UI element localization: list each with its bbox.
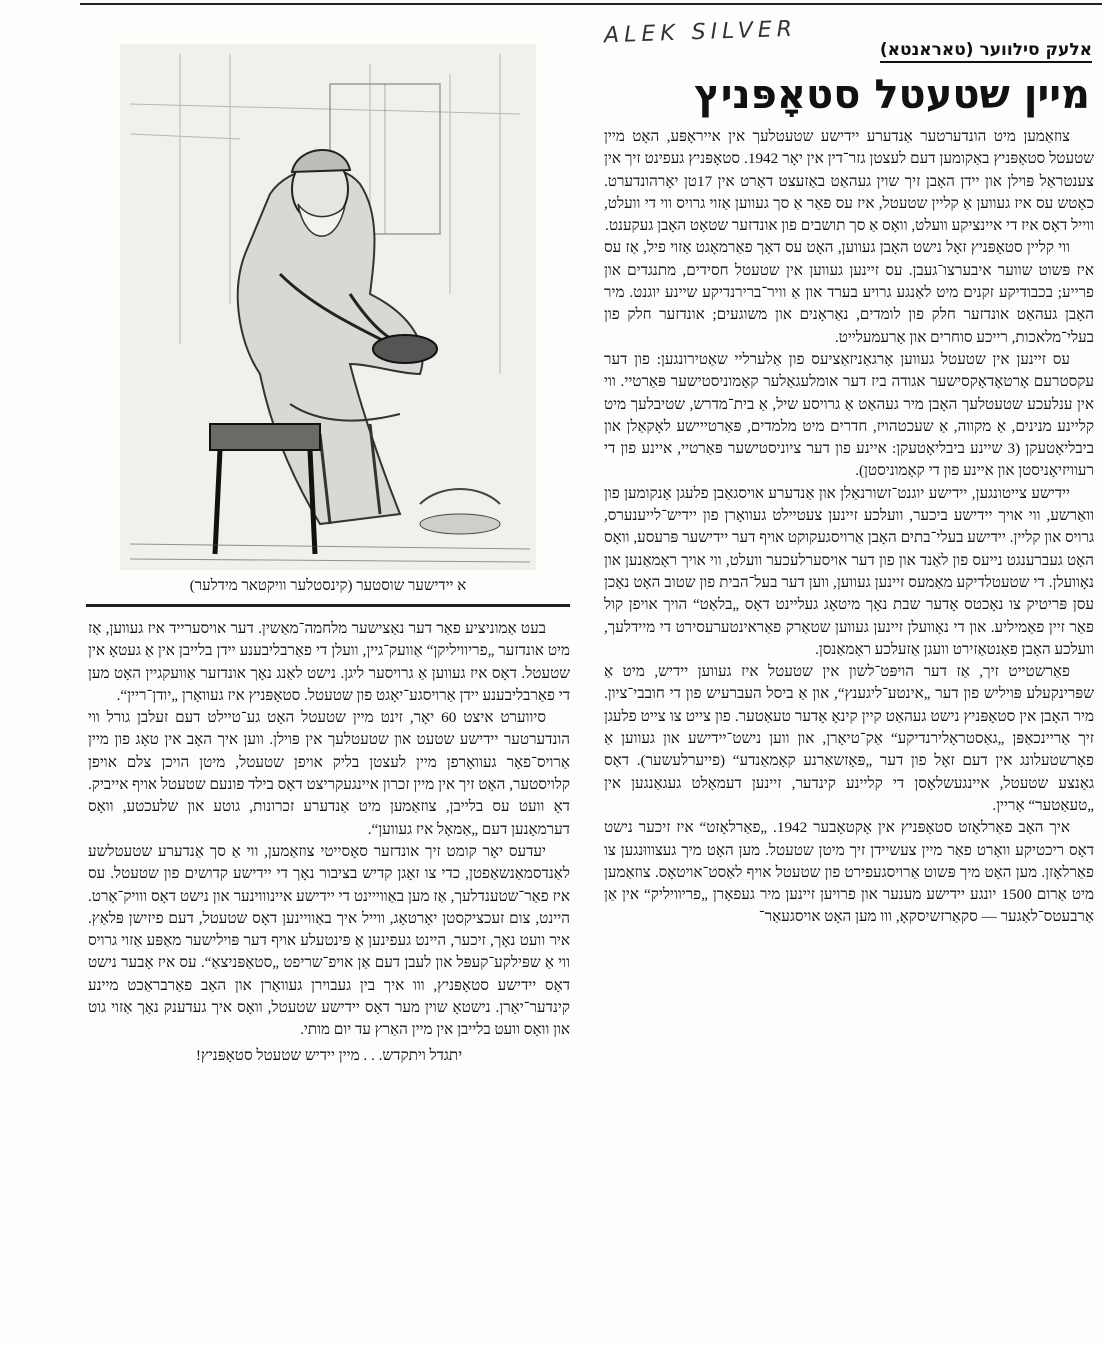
article-title: מיין שטעטל סטאָפּניץ [694,72,1090,118]
column-divider-rule [86,604,570,607]
top-rule [80,3,1102,5]
article-paragraph: עס זיינען אין שטעטל געווען אָרגאַניזאַציעס פון אַלערליי שאַטירונגען: פון דער עקסטרעם אָרטאָדאָקסישער אגודה ביז דער אומלעגאַלער קאָמוניסטישער פּאַרטיי. ווי אין ענלעכע שטעטלעך האָבן מיר געהאַט אַ גרויסע שיל, אַ בית־מדרש, שטיבלעך מיט קליינע מנינים, אַ מקווה, אַ שעכטהויז, חדרים מיט מלמדים, פּאַרטייישע לאָקאַלן און ביבליאָטעקן (3 שיינע ביבליאָטעקן: איינע פון דער ציוניסטישער פּאַרטיי, איינע פון די רעוויזיאָניסטן און איינע פון די קאָמוניסטן). [604,350,1094,480]
article-paragraph: צוזאַמען מיט הונדערטער אַנדערע יידישע שטעטלעך אין אייראָפּע, האָט מיין שטעטל סטאָפּניץ באַקומען דעם לעצטן גזר־דין אין יאָר 1942. סטאָפּניץ געפינט זיך אין צענטראַל פּוילן און יידן האָבן זיך שוין געהאַט באַזעצט דאָרט אין 17טן יאָרהונדערט. כאָטש עס איז געווען אַ קליין שטעטל, איז עס פאַר אַ סך געווען אַזוי גרויס ווי די וועלט, ווייל דאָס איז די איינציקע וועלט, וואָס אַ סך תושבים פון אונדזער שטאָט האָבן געקענט. [604,128,1094,235]
shoemaker-illustration [120,44,536,570]
article-right-column [604,126,1094,1336]
article-paragraph: סיווערט איצט 60 יאָר, זינט מיין שטעטל האָט גע־טיילט דעם זעלבן גורל ווי הונדערטער יידישע שטעט און שטעטלעך אין פּוילן. ווען איך האָב אין טאָג פון מיין אַרויס־פאָר געוואָרפן מיין לעצטן בליק אויפן שטעטל, מיטן הויכן צלם אויפן קלויסטער, האָט זיך אין מיין זכרון איינגעקריצט דאָס בילד פונעם שטעטל אויף אייביק. דאָ וועט עס בלייבן, צוזאַמען מיט אַנדערע זכרונות, גוטע און שלעכטע, וואָס דערמאָנען דעם „אַמאָל איז געווען“. [88,709,570,838]
illustration-icon [120,44,536,570]
article-paragraph: ווי קליין סטאָפּניץ זאָל נישט האָבן געווען, האָט עס דאָך פאַרמאָגט אַזוי פיל, אַז עס איז פּשוט שווער איבערצו־געבן. עס זיינען געווען אין שטעטל חסידים, מתנגדים און פרייע; בכבודיקע זקנים מיט לאַנגע גרויע בערד און אַ וויר־ברירנדיקע שיינע יוגנט. מיר האָבן געהאַט אונדזער חלק פון לומדים, נאַראָנים און משוגעים; אונדזער חלק פון בעלי־מלאכות, רייכע סוחרים און אָרעמעלייט. [604,239,1094,346]
article-paragraph: איך האָב פאַרלאָזט סטאָפּניץ אין אָקטאָבער 1942. „פאַרלאָזט“ איז זיכער נישט דאָס ריכטיקע וואָרט פאַר מיין צעשיידן זיך מיטן שטעטל. מען האָט מיך געצוווּנגען צו פאַרלאָזן. מען האָט מיך פּשוט אַרויסגעפירט פון שטעטל אויף לאַסט־אויטאָס. צוזאַמען מיט אַרום 1500 יונגע יידישע מענער און פרויען זיינען מיר געפאָרן „פריוויליק“ אין אַן אַרבעטס־לאַגער — סקאַרזשיסקאָ, ווו מען האָט אויסגעאַר־ [604,819,1094,926]
article-left-column [88,618,570,1268]
article-paragraph: יעדעס יאָר קומט זיך אונדזער סאָסייטי צוזאַמען, ווי אַ סך אַנדערע שטעטלשע לאַנדסמאַנשאַפטן, כדי צו זאָגן קדיש בציבור נאָך די יידישע קדושים פון שטעטל. עס איז פאַר־שטענדלעך, אַז מען באַווייינט די יידישע איינוווינער און נישט דאָס ווויק־אָרט. היינט, צום זעכציקסטן יאָרטאָג, ווייל איך באַוויינען דאָס שטעטל, דעם פיזישן פּלאַץ. איר וועט נאָך, זיכער, היינט געפינען אַ פּינטעלע אויף דער פּוילישער מאַפּע אַזוי גרויס ווי אַ שפּילקע־קעפּל און לעבן דעם אַן אויפ־שריפט „סטאַפּניצאַ“. עס איז אָבער נישט דאָס יידישע סטאָפּניץ, ווו איך בין געבוירן געוואָרן און האָב פאַרבראַכט מיינע קינדער־יאָרן. נישטאָ שוין מער דאָס יידישע שטעטל, וואָס איך געדענק נאָך אַזוי גוט און וואָס וועט בלייבן אין מיין האַרץ עד יום מותי. [88,842,570,1039]
article-paragraph: פאַרשטייט זיך, אַז דער הויפּט־לשון אין שטעטל איז געווען יידיש, מיט אַ שפּרינקעלע פּויליש פון דער „אינטע־ליגענץ“, און אַ ביסל העברעיש פון די חובבי־ציון. מיר האָבן אין סטאָפּניץ נישט געהאַט קיין קינאָ אָדער טעאַטער. פון צייט צו צייט פלעגן זיך אַריינכאַפּן „גאַסטראָלירנדיקע“ אַק־טיאָרן, און ווען נישט־יידישע און געווען אַ פאָרשטעלונג אין דעם זאָל פון דער „פּאָזשאַרנע קאָמאַנדע“ (פייערלעשער). דאָס גאַנצע שטעטל, איינגעשלאָסן די קליינע קינדער, זיינען דעמאָלט געגאַנגען אין „טעאַטער“ אַריין. [604,663,1094,814]
article-paragraph: בעט אַמוניציע פאַר דער נאַצישער מלחמה־מאַשין. דער אויסערייד איז געווען, אַז מיט אונדזער „פריוויליקן“ אַוועק־גיין, וועלן די פאַרבליבענע יידן בלייבן אין אַ געטאָ אין שטעטל. דאָס איז געווען אַ גרויסער ליגן. נישט לאַנג נאָך אונדזער אַוועקגיין האָט מען די פאַרבליבענע יידן אַרויסגע־יאָגט פון שטעטל. סטאָפּניץ איז געוואָרן „יודן־ריין“. [88,620,570,704]
article-byline: אלעק סילווער (טאראנטא) [880,40,1092,63]
handwritten-author-note: ALEK SILVER [603,16,798,49]
article-paragraph: יידישע צייטונגען, יידישע יוגנט־זשורנאַלן און אַנדערע אויסגאַבן פלעגן אָנקומען פון וואַרשע, ווי אויך יידישע ביכער, וועלכע זיינען צעטיילט געוואָרן פון יידיש־לייענערס, גרויס און קליין. יידישע בעלי־בתים האָבן אַרויסגעקוקט אויף דער יידישער פּרעסע, וואָס האָט געברענגט נייעס פון לאַנד און פון דער אויסערלעכער וועלט, ווי אויך ראָמאַנען און נאָוועלן. די שטעטלדיקע מאַמעס זיינען געווען, ווען דער בעל־הבית פון שטוב האָט נאָכן עסן פּריטיק צו נאָכטס אָדער שבת נאָך מיטאָג געליינט דאָס „בלאַט“ הויך אויפן קול פאַר זיין פאַמיליע. און די נאָוועלן זיינען געווען שטאַרק פאַראינטערעסירט די מיידלעך, וועלכע האָבן פאַנטאַזירט וועגן אַזעלכע ראָמאַנסן. [604,484,1094,658]
illustration-caption: א יידישער שוסטער (קינסטלער וויקטאר מידלער) [189,578,467,594]
article-closing-line: יתגדל ויתקדש. . . מיין יידיש שטעטל סטאָפּניץ! [195,1046,463,1064]
